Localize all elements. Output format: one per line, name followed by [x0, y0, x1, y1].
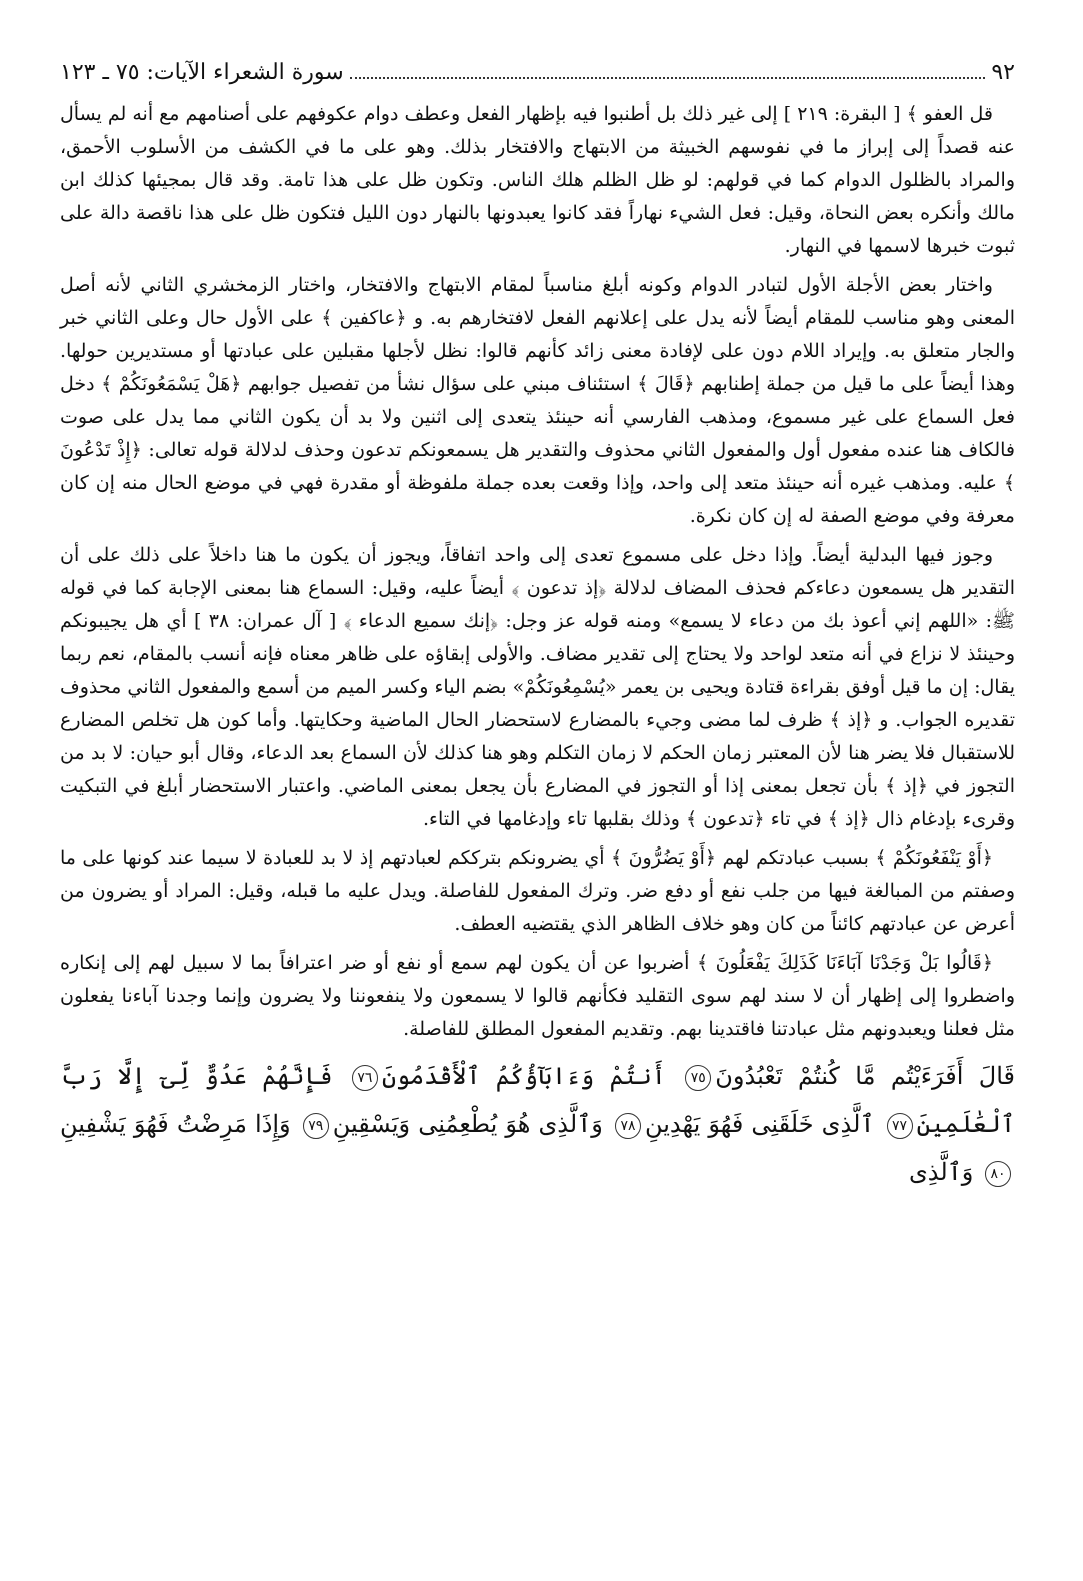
verse-text: أَنتُمْ وَءَابَآؤُكُمُ ٱلْأَقْدَمُونَ: [381, 1062, 666, 1090]
verse-text: فَإِنَّهُمْ عَدُوٌّ لِّىٓ إِلَّا رَبَّ ٱلْعَٰلَمِينَ: [60, 1062, 1015, 1138]
verse-text: وَٱلَّذِى: [909, 1158, 974, 1186]
paragraph: ﴿قَالُوا بَلْ وَجَدْنَا آبَاءَنَا كَذَلِكَ يَفْعَلُونَ ﴾ أضربوا عن أن يكون لهم سمع أو نفع أو ضر اعترافاً بما لا سبيل لهم إلى إنكاره واضطروا إلى إظهار أن لا سند لهم سوى التقليد فكأنهم قالوا لا يسمعون ولا ينفعوننا ولا يضرون وإنما وجدنا آباءنا يفعلون مثل فعلنا ويعبدونهم مثل عبادتنا فاقتدينا بهم. وتقديم المفعول المطلق للفاصلة.: [60, 952, 1015, 1040]
verse-text: وَٱلَّذِى هُوَ يُطْعِمُنِى وَيَسْقِينِ: [332, 1110, 603, 1138]
verse-number: ٧٦: [352, 1065, 378, 1091]
page: [60, 58, 1015, 1196]
paragraph: واختار بعض الأجلة الأول لتبادر الدوام وكونه أبلغ مناسباً لمقام الابتهاج والافتخار، واختار الزمخشري الثاني لأنه أصل المعنى وهو مناسب للمقام أيضاً لأنه يدل على إعلانهم الفعل لافتخارهم به. و ﴿عاكفين ﴾ على الأول حال وعلى الثاني خبر والجار متعلق به. وإيراد اللام دون على لإفادة معنى زائد كأنهم قالوا: نظل لأجلها مقبلين على عبادتها أو مستديرين حولها. وهذا أيضاً على ما قيل من جملة إطنابهم ﴿قَالَ ﴾ استئناف مبني على سؤال نشأ من تفصيل جوابهم ﴿هَلْ يَسْمَعُونَكُمْ ﴾ دخل فعل السماع على غير مسموع، ومذهب الفارسي أنه حينئذ يتعدى إلى اثنين ولا بد أن يكون الثاني مما يدل على صوت فالكاف هنا عنده مفعول أول والمفعول الثاني محذوف والتقدير هل يسمعونكم تدعون وحذف لدلالة قوله تعالى: ﴿إِذْ تَدْعُونَ ﴾ عليه. ومذهب غيره أنه حينئذ متعد إلى واحد، وإذا وقعت بعده جملة ملفوظة أو مقدرة فهي في موضع الحال منه إن كان معرفة وفي موضع الصفة له إن كان نكرة.: [60, 274, 1016, 527]
page-title: سورة الشعراء الآيات: ٧٥ ـ ١٢٣: [60, 60, 344, 85]
paragraph: ﴿أَوْ يَنْفَعُونَكُمْ ﴾ بسبب عبادتكم لهم ﴿أَوْ يَضُرُّونَ ﴾ أي يضرونكم بترككم لعبادتهم إذ لا بد للعبادة لا سيما عند كونها على ما وصفتم من المبالغة فيها من جلب نفع أو دفع ضر. وترك المفعول للفاصلة. ويدل عليه ما قبله، وقيل: المراد أو يضرون من أعرض عن عبادتهم كائناً من كان وهو خلاف الظاهر الذي يقتضيه العطف.: [60, 847, 1015, 935]
running-header: [60, 58, 1015, 88]
verse-text: قَالَ أَفَرَءَيْتُم مَّا كُنتُمْ تَعْبُدُونَ: [715, 1062, 1015, 1090]
paragraph: وجوز فيها البدلية أيضاً. وإذا دخل على مسموع تعدى إلى واحد اتفاقاً، ويجوز أن يكون ما هنا داخلاً على ذلك على أن التقدير هل يسمعون دعاءكم فحذف المضاف لدلالة ﴿إذ تدعون ﴾ أيضاً عليه، وقيل: السماع هنا بمعنى الإجابة كما في قوله ﷺ: «اللهم إني أعوذ بك من دعاء لا يسمع» ومنه قوله عز وجل: ﴿إنك سميع الدعاء ﴾ [ آل عمران: ٣٨ ] أي هل يجيبونكم وحينئذ لا نزاع في أنه متعد لواحد ولا يحتاج إلى تقدير مضاف. والأولى إبقاؤه على ظاهر معناه فإنه أنسب بالمقام، نعم ربما يقال: إن ما قيل أوفق بقراءة قتادة ويحيى بن يعمر «يُسْمِعُونَكُمْ» بضم الياء وكسر الميم من أسمع والمفعول الثاني محذوف تقديره الجواب. و ﴿إذ ﴾ ظرف لما مضى وجيء بالمضارع لاستحضار الحال الماضية وحكايتها. وأما كون هل تخلص المضارع للاستقبال فلا يضر هنا لأن المعتبر زمان الحكم لا زمان التكلم وهو هنا كذلك لأن السماع بعد الدعاء، وقال أبو حيان: لا بد من التجوز في ﴿إذ ﴾ بأن تجعل بمعنى إذا أو التجوز في المضارع بأن يجعل بمعنى الماضي. واعتبار الاستحضار أبلغ في التبكيت وقرىء بإدغام ذال ﴿إذ ﴾ في تاء ﴿تدعون ﴾ وذلك بقلبها تاء وإدغامها في التاء.: [60, 544, 1015, 830]
verse-text: وَإِذَا مَرِضْتُ فَهُوَ يَشْفِينِ: [60, 1110, 291, 1138]
header-dots: [350, 77, 986, 79]
verse-number: ٨٠: [985, 1161, 1011, 1187]
verse-number: ٧٩: [303, 1113, 329, 1139]
verse-number: ٧٨: [615, 1113, 641, 1139]
quran-verses: [60, 1052, 1015, 1196]
verse-number: ٧٧: [887, 1113, 913, 1139]
verse-text: ٱلَّذِى خَلَقَنِى فَهُوَ يَهْدِينِ: [644, 1110, 875, 1138]
page-number: ٩٢: [991, 60, 1015, 85]
paragraph: قل العفو ﴾ [ البقرة: ٢١٩ ] إلى غير ذلك بل أطنبوا فيه بإظهار الفعل وعطف دوام عكوفهم على أصنامهم مع أنه لم يسأل عنه قصداً إلى إبراز ما في نفوسهم الخبيثة من الابتهاج والافتخار بذلك. وهو على ما في الكشف من الأسلوب الأحمق، والمراد بالظلول الدوام كما في قولهم: لو ظل الظلم هلك الناس. وتكون ظل على هذا تامة. وقد قال بمجيئها كذلك ابن مالك وأنكره بعض النحاة، وقيل: فعل الشيء نهاراً فقد كانوا يعبدونها بالنهار دون الليل فتكون ظل على هذا ناقصة دالة على ثبوت خبرها لاسمها في النهار.: [60, 103, 1015, 257]
verse-number: ٧٥: [685, 1065, 711, 1091]
